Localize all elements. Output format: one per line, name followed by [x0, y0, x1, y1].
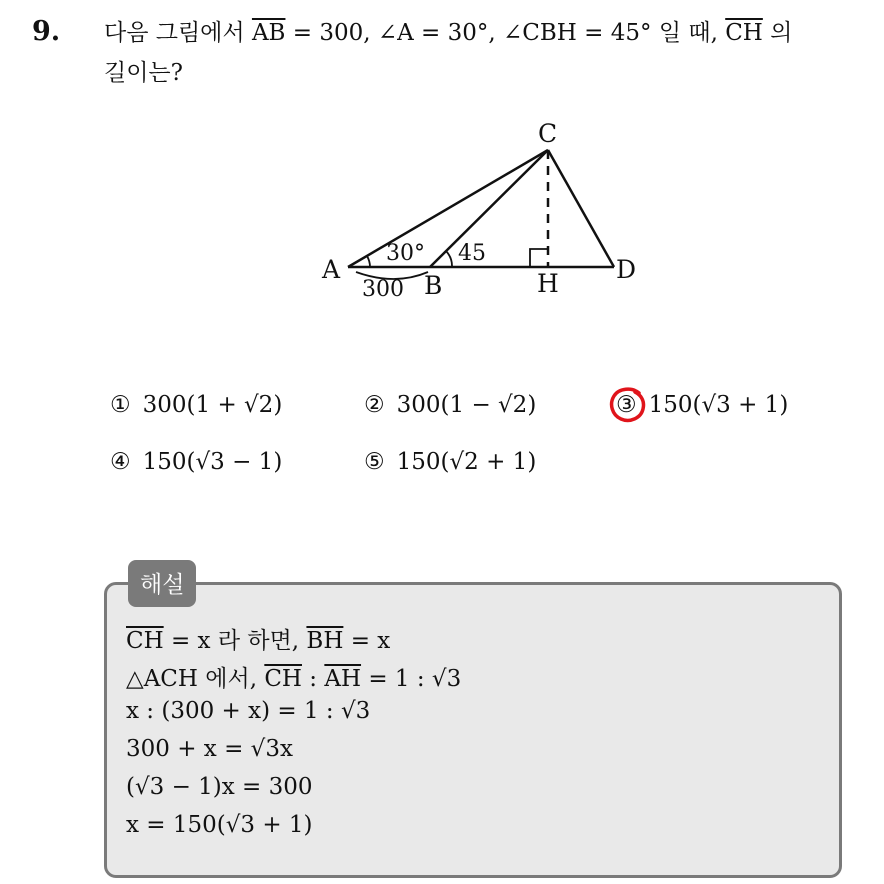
sol2-end: = 1 : √3 [361, 666, 462, 692]
choice-4-text: 150(√3 − 1) [142, 449, 283, 475]
choice-2-mark: ② [364, 392, 385, 418]
segment-ch: $\overline{CH}$ [725, 20, 763, 46]
question-text-line2: 길이는? [104, 60, 183, 86]
label-b: B [424, 271, 443, 300]
choice-5-text: 150(√2 + 1) [396, 449, 537, 475]
question-suffix: 의 [762, 20, 793, 46]
angle-a-arc [367, 256, 370, 267]
sol1-bh: $\overline{BH}$ [306, 628, 344, 654]
choice-5[interactable] [364, 449, 536, 475]
segment-ab: $\overline{AB}$ [251, 20, 286, 46]
choice-3-mark: ③ [616, 392, 637, 418]
length-ab-label: 300 [362, 277, 404, 302]
label-h: H [537, 269, 559, 298]
triangle-figure [300, 110, 660, 310]
sol1-text: = x 라 하면, [163, 628, 307, 654]
angle-b-arc [446, 251, 452, 267]
choice-2[interactable] [364, 392, 536, 418]
solution-line-6: x = 150(√3 + 1) [126, 812, 313, 838]
sol2-ah: $\overline{AH}$ [324, 666, 362, 692]
solution-tag: 해설 [128, 560, 196, 607]
label-c: C [538, 119, 558, 148]
question-mid: = 300, ∠A = 30°, ∠CBH = 45° 일 때, [285, 20, 726, 46]
label-d: D [616, 255, 637, 284]
sol2-colon: : [301, 666, 325, 692]
sol2-prefix: △ACH 에서, [126, 666, 265, 692]
answer-circle-mark [608, 385, 648, 425]
choice-5-mark: ⑤ [364, 449, 385, 475]
choice-1-text: 300(1 + √2) [142, 392, 283, 418]
choice-2-text: 300(1 − √2) [396, 392, 537, 418]
question-text-line1 [104, 18, 792, 48]
sol2-ch: $\overline{CH}$ [264, 666, 302, 692]
right-angle-mark [530, 249, 548, 267]
choice-4[interactable] [110, 449, 282, 475]
choice-3-text: 150(√3 + 1) [648, 392, 789, 418]
question-prefix: 다음 그림에서 [104, 20, 252, 46]
angle-b-label: 45 [458, 241, 486, 266]
angle-a-label: 30° [386, 241, 425, 266]
solution-line-3: x : (300 + x) = 1 : √3 [126, 698, 371, 724]
solution-line-2 [126, 660, 461, 693]
question-number: 9. [32, 16, 61, 47]
segment-cd-line [548, 150, 614, 267]
solution-line-4: 300 + x = √3x [126, 736, 293, 762]
choice-1[interactable] [110, 392, 282, 418]
sol1-end: = x [343, 628, 391, 654]
sol1-ch: $\overline{CH}$ [126, 628, 164, 654]
choice-1-mark: ① [110, 392, 131, 418]
choice-4-mark: ④ [110, 449, 131, 475]
solution-line-1 [126, 622, 390, 655]
solution-line-5: (√3 − 1)x = 300 [126, 774, 313, 800]
label-a: A [322, 255, 341, 284]
